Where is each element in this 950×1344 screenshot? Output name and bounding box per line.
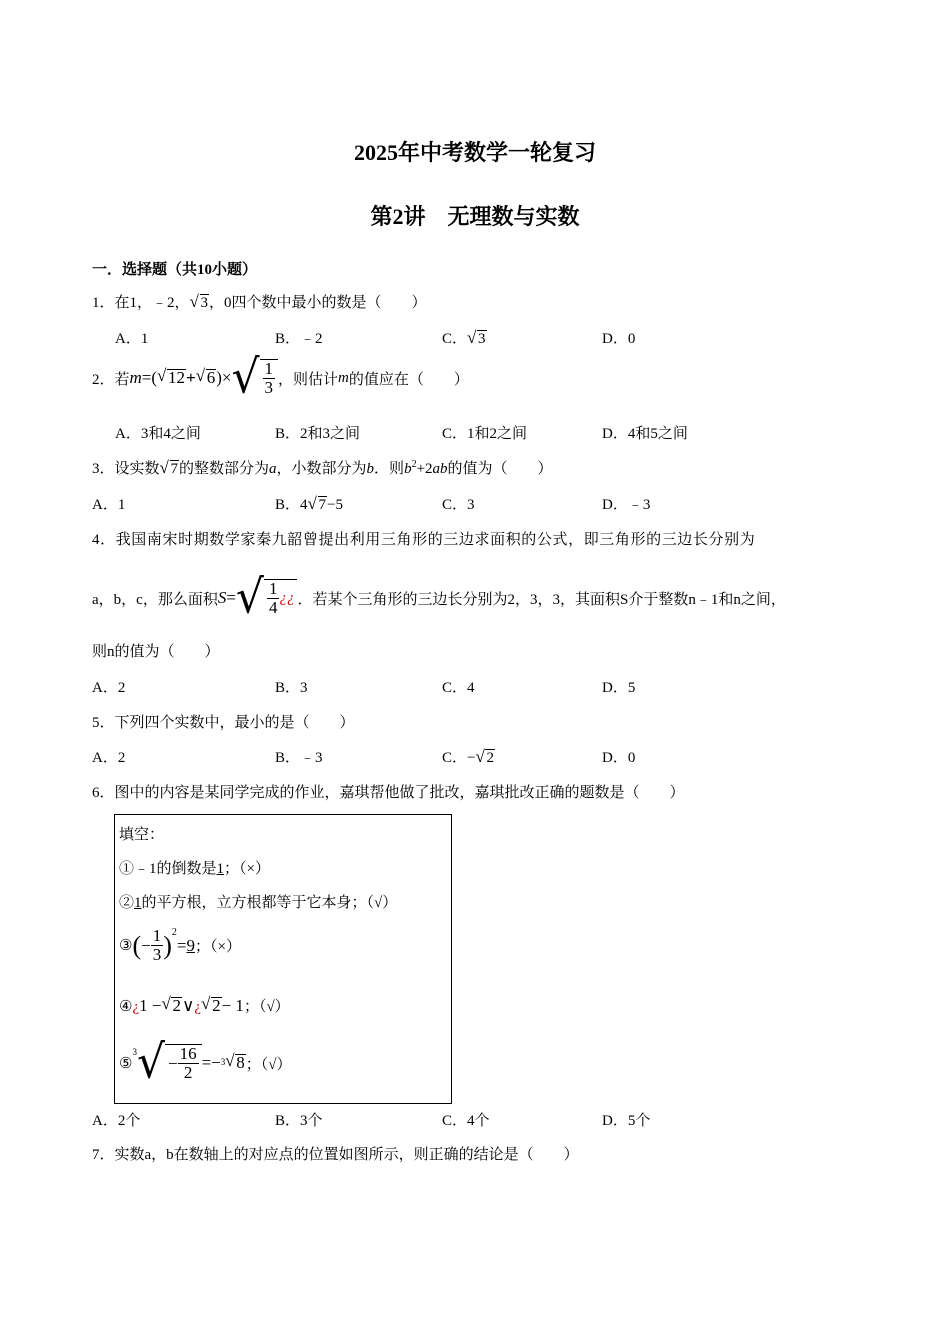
lecture-subtitle: 第2讲 无理数与实数	[370, 204, 580, 229]
question-4-line-2: a，b，c，那么面积 S = √ $\frac{1}{4}$ ¿¿ ．若某个三角形的三边长分别为2，3，3，其面积S介于整数n﹣1和n之间，	[92, 570, 786, 625]
question-3-stem: 3．设实数√ 7的整数部分为a，小数部分为b．则$b^2+2ab$的值为（ ）	[92, 457, 553, 478]
question-1-option-b[interactable]: B．﹣2	[275, 331, 323, 347]
question-6-option-a[interactable]: A．2个	[92, 1113, 141, 1129]
question-4-option-d[interactable]: D．5	[602, 680, 636, 696]
question-2-option-b[interactable]: B．2和3之间	[275, 426, 361, 442]
question-7-stem: 7．实数a，b在数轴上的对应点的位置如图所示，则正确的结论是（ ）	[92, 1147, 579, 1163]
section-heading: 一．选择题（共10小题）	[92, 262, 258, 278]
question-4-option-a[interactable]: A．2	[92, 680, 126, 696]
question-5-option-c[interactable]: C．−√ 2	[442, 746, 495, 767]
homework-item-1: ①﹣1的倒数是1；（×）	[119, 861, 270, 877]
question-5-option-b[interactable]: B．﹣3	[275, 750, 323, 766]
question-3-option-b[interactable]: B．4√ 7−5	[275, 493, 343, 514]
question-5-stem: 5．下列四个实数中，最小的是（ ）	[92, 715, 355, 731]
question-1-stem: 1．在1，﹣2，√ 3，0四个数中最小的数是（ ）	[92, 291, 427, 312]
question-1-option-a[interactable]: A．1	[115, 331, 149, 347]
homework-box	[114, 814, 452, 1104]
question-3-option-a[interactable]: A．1	[92, 497, 126, 513]
question-6-option-d[interactable]: D．5个	[602, 1113, 651, 1129]
homework-item-3: ③ ( − $\frac{1}{3}$ ) 2 = 9 ；（×）	[119, 926, 241, 964]
question-2-option-c[interactable]: C．1和2之间	[442, 426, 528, 442]
question-2-option-d[interactable]: D．4和5之间	[602, 426, 688, 442]
homework-heading: 填空：	[119, 827, 165, 843]
question-3-option-d[interactable]: D．﹣3	[602, 497, 651, 513]
question-4-line-3: 则n的值为（ ）	[92, 644, 220, 660]
question-6-option-b[interactable]: B．3个	[275, 1113, 323, 1129]
question-4-line-1: 4．我国南宋时期数学家秦九韶曾提出利用三角形的三边求面积的公式，即三角形的三边长分别为	[92, 532, 756, 548]
document-title: 2025年中考数学一轮复习	[353, 140, 596, 165]
question-5-option-a[interactable]: A．2	[92, 750, 126, 766]
sqrt-symbol: √ 3	[190, 294, 210, 312]
question-4-option-b[interactable]: B．3	[275, 680, 308, 696]
question-3-option-c[interactable]: C．3	[442, 497, 475, 513]
question-1-option-c[interactable]: C．√ 3	[442, 327, 487, 348]
question-5-option-d[interactable]: D．0	[602, 750, 636, 766]
question-2-option-a[interactable]: A．3和4之间	[115, 426, 201, 442]
homework-item-4: ④¿1 −√ 2∨¿√ 2− 1；（√）	[119, 995, 290, 1016]
question-6-stem: 6．图中的内容是某同学完成的作业，嘉琪帮他做了批改，嘉琪批改正确的题数是（ ）	[92, 785, 685, 801]
question-2-stem: 2．若 m =( √ 12 + √ 6 )× √ $\frac{1}{3}$ ，则估计 m 的值应在（ ）	[92, 358, 469, 398]
question-4-option-c[interactable]: C．4	[442, 680, 475, 696]
homework-item-2: ②1的平方根，立方根都等于它本身；（√）	[119, 895, 398, 911]
question-1-option-d[interactable]: D．0	[602, 331, 636, 347]
question-6-option-c[interactable]: C．4个	[442, 1113, 490, 1129]
homework-item-5: ⑤ 3 √ − $\frac{16}{2}$ =− 3 √ 8 ；（√）	[119, 1043, 292, 1083]
